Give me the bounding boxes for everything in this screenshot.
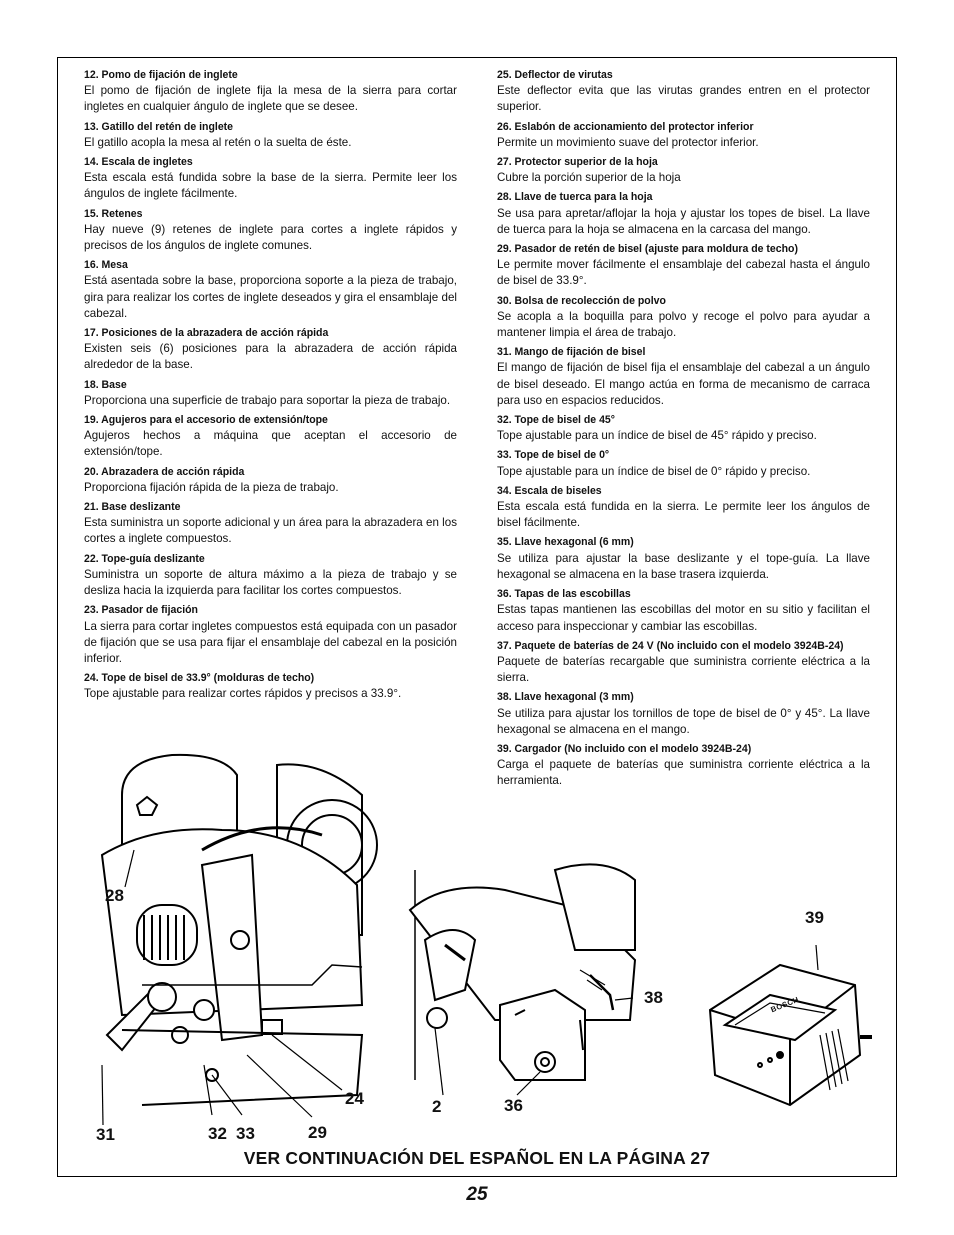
item-38 xyxy=(497,689,870,738)
item-16 xyxy=(84,257,457,322)
callout-2: 2 xyxy=(432,1097,442,1116)
item-title: 25. Deflector de virutas xyxy=(497,69,613,81)
item-text: Hay nueve (9) retenes de inglete para cortes a inglete rápidos y precisos de los ángulos de inglete comunes. xyxy=(84,222,457,253)
item-28 xyxy=(497,189,870,238)
item-33 xyxy=(497,447,870,479)
item-text: Se utiliza para ajustar la base deslizante y el tope-guía. La llave hexagonal se almacena en la base trasera izquierda. xyxy=(497,551,870,581)
item-text: La sierra para cortar ingletes compuestos está equipada con un pasador de fijación que se usa para fijar el ensamblaje del cabezal en la posición inferior. xyxy=(84,619,457,665)
callout-32: 32 xyxy=(208,1124,227,1143)
page-number: 25 xyxy=(466,1184,488,1205)
item-text: El pomo de fijación de inglete fija la mesa de la sierra para cortar ingletes en cualquier ángulo de inglete que se desee. xyxy=(84,84,457,114)
right-column xyxy=(497,67,870,793)
item-text: Se utiliza para ajustar los tornillos de tope de bisel de 0° y 45°. La llave hexagonal se almacena en el mango. xyxy=(497,706,870,736)
item-text: Existen seis (6) posiciones para la abrazadera de acción rápida alrededor de la base. xyxy=(84,342,457,372)
callout-36: 36 xyxy=(504,1096,523,1115)
item-39 xyxy=(497,741,870,790)
item-title: 13. Gatillo del retén de inglete xyxy=(84,120,234,133)
item-text: Tope ajustable para un índice de bisel de 0° rápido y preciso. xyxy=(497,464,811,478)
item-24 xyxy=(84,670,457,702)
item-title: 32. Tope de bisel de 45° xyxy=(497,414,615,427)
item-35 xyxy=(497,534,870,583)
callout-39: 39 xyxy=(805,908,824,927)
left-column xyxy=(84,67,457,706)
item-title: 12. Pomo de fijación de inglete xyxy=(84,69,238,81)
item-text: Suministra un soporte de altura máximo a la pieza de trabajo y se desliza hacia la izquierda para facilitar los cortes compuestos. xyxy=(84,567,457,598)
item-title: 27. Protector superior de la hoja xyxy=(497,156,658,169)
item-text: Tope ajustable para un índice de bisel de 45° rápido y preciso. xyxy=(497,429,817,443)
callout-31: 31 xyxy=(96,1125,115,1144)
item-text: El mango de fijación de bisel fija el ensamblaje del cabezal a un ángulo de bisel deseado. El mango actúa en forma de mecanismo de carraca para uso en espacios reducidos. xyxy=(497,361,870,407)
item-36 xyxy=(497,586,870,635)
item-title: 33. Tope de bisel de 0° xyxy=(497,449,610,462)
item-26 xyxy=(497,119,870,151)
item-text: Permite un movimiento suave del protector inferior. xyxy=(497,135,759,149)
item-title: 34. Escala de biseles xyxy=(497,484,602,497)
item-title: 37. Paquete de baterías de 24 V (No incluido con el modelo 3924B-24) xyxy=(497,639,844,652)
item-text: El gatillo acopla la mesa al retén o la suelta de éste. xyxy=(84,135,352,149)
item-25 xyxy=(497,67,870,116)
callout-28: 28 xyxy=(105,886,124,905)
item-30 xyxy=(497,293,870,342)
item-title: 15. Retenes xyxy=(84,207,143,220)
item-title: 30. Bolsa de recolección de polvo xyxy=(497,294,666,307)
callout-33: 33 xyxy=(236,1124,255,1143)
item-21 xyxy=(84,499,457,548)
item-title: 35. Llave hexagonal (6 mm) xyxy=(497,536,634,549)
item-34 xyxy=(497,483,870,532)
callout-29: 29 xyxy=(308,1123,327,1142)
item-37 xyxy=(497,638,870,687)
item-text: Carga el paquete de baterías que suministra corriente eléctrica a la herramienta. xyxy=(497,758,870,788)
item-title: 23. Pasador de fijación xyxy=(84,604,198,617)
item-31 xyxy=(497,344,870,409)
item-text: Esta escala está fundida sobre la base de la sierra. Permite leer los ángulos de inglete fácilmente. xyxy=(84,171,457,201)
item-19 xyxy=(84,412,457,461)
item-title: 20. Abrazadera de acción rápida xyxy=(84,465,245,478)
item-text: Proporciona fijación rápida de la pieza de trabajo. xyxy=(84,480,339,494)
item-32 xyxy=(497,412,870,444)
item-title: 36. Tapas de las escobillas xyxy=(497,588,631,601)
item-title: 31. Mango de fijación de bisel xyxy=(497,346,646,359)
item-text: Agujeros hechos a máquina que aceptan el accesorio de extensión/tope. xyxy=(84,429,457,459)
item-text: Esta suministra un soporte adicional y un área para la abrazadera en los cortes a inglete compuestos. xyxy=(84,516,457,546)
item-13 xyxy=(84,119,457,151)
item-text: Tope ajustable para realizar cortes rápidos y precisos a 33.9°. xyxy=(84,687,402,701)
item-14 xyxy=(84,154,457,203)
item-text: Estas tapas mantienen las escobillas del motor en su sitio y facilitan el acceso para inspeccionar y cambiar las escobillas. xyxy=(497,603,870,633)
item-18 xyxy=(84,377,457,409)
item-title: 24. Tope de bisel de 33.9° (molduras de techo) xyxy=(84,672,315,685)
item-text: Paquete de baterías recargable que suministra corriente eléctrica a la sierra. xyxy=(497,654,870,685)
item-27 xyxy=(497,154,870,186)
callout-24: 24 xyxy=(345,1089,364,1108)
item-title: 16. Mesa xyxy=(84,259,128,272)
item-title: 14. Escala de ingletes xyxy=(84,156,193,169)
item-text: Está asentada sobre la base, proporciona soporte a la pieza de trabajo, gira para realizar los cortes de inglete deseados y gira el ensamblaje del cabezal. xyxy=(84,274,457,320)
charger-brand-label: BOSCH xyxy=(769,994,801,1015)
item-text: Proporciona una superficie de trabajo para soportar la pieza de trabajo. xyxy=(84,393,451,407)
item-text: Esta escala está fundida en la sierra. Le permite leer los ángulos de bisel fácilmente. xyxy=(497,500,870,530)
item-text: Este deflector evita que las virutas grandes entren en el protector superior. xyxy=(497,84,870,114)
item-text: Se usa para apretar/aflojar la hoja y ajustar los topes de bisel. La llave de tuerca para la hoja se almacena en la carcasa del mango. xyxy=(497,206,870,236)
item-title: 29. Pasador de retén de bisel (ajuste para moldura de techo) xyxy=(497,243,798,256)
continuation-banner: VER CONTINUACIÓN DEL ESPAÑOL EN LA PÁGINA 27 xyxy=(243,1148,711,1168)
item-title: 39. Cargador (No incluido con el modelo 3924B-24) xyxy=(497,742,752,755)
item-20 xyxy=(84,464,457,496)
item-title: 28. Llave de tuerca para la hoja xyxy=(497,191,653,204)
item-text: Se acopla a la boquilla para polvo y recoge el polvo para ayudar a mantener limpia el área de trabajo. xyxy=(497,309,870,340)
item-title: 17. Posiciones de la abrazadera de acción rápida xyxy=(84,327,329,340)
item-title: 18. Base xyxy=(84,378,127,391)
item-12 xyxy=(84,67,457,116)
item-17 xyxy=(84,325,457,374)
item-29 xyxy=(497,241,870,290)
charger-illustration xyxy=(700,915,880,1115)
item-title: 38. Llave hexagonal (3 mm) xyxy=(497,691,634,704)
callout-38: 38 xyxy=(644,988,663,1007)
item-title: 22. Tope-guía deslizante xyxy=(84,552,205,565)
item-text: Le permite mover fácilmente el ensamblaje del cabezal hasta el ángulo de bisel de 33.9°. xyxy=(497,258,870,288)
item-title: 21. Base deslizante xyxy=(84,501,181,514)
item-23 xyxy=(84,602,457,667)
item-22 xyxy=(84,551,457,600)
item-15 xyxy=(84,206,457,255)
item-text: Cubre la porción superior de la hoja xyxy=(497,171,681,185)
item-title: 19. Agujeros para el accesorio de extensión/tope xyxy=(84,414,328,427)
item-title: 26. Eslabón de accionamiento del protector inferior xyxy=(497,120,754,133)
